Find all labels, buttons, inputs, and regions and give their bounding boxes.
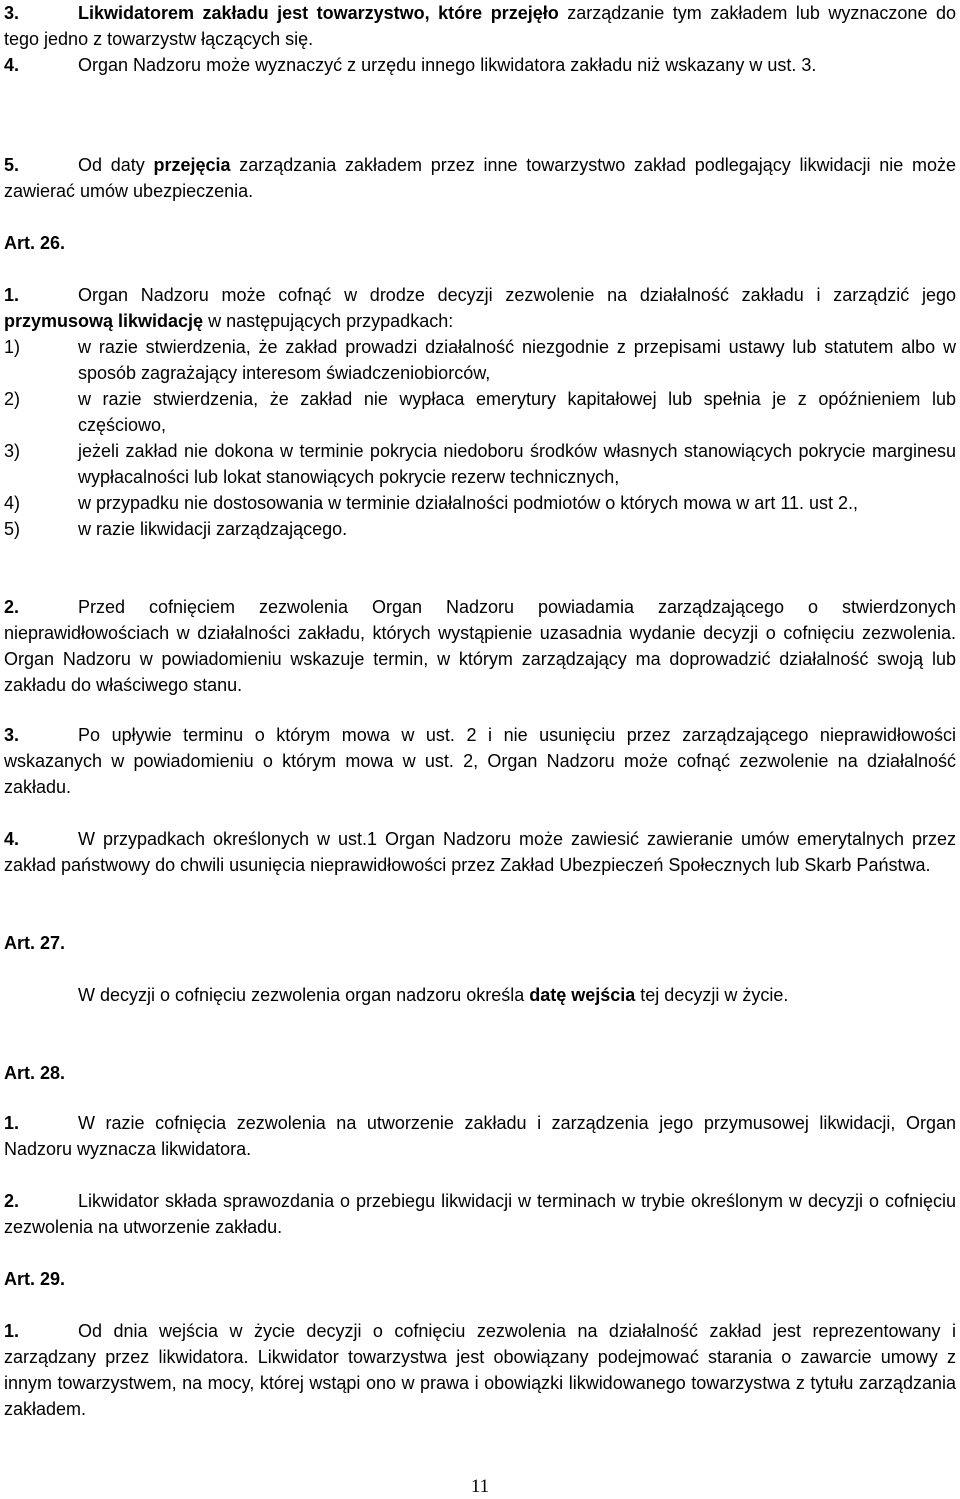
article-26-paragraph-2-text [4,594,956,698]
paragraph-text-bold: przejęło [490,3,559,23]
paragraph-text: Po upływie terminu o którym mowa w ust. 2 i nie usunięciu przez zarządzającego nieprawidłowości wskazanych w powiadomieniu o którym mowa w ust. 2, Organ Nadzoru może cofnąć zezwolenie na działalność zakładu. [4,725,956,797]
list-item [4,438,956,490]
list-item [4,516,956,542]
article-26-heading-block [4,230,956,256]
paragraph-number: 4. [4,55,20,75]
paragraph-number: 1. [4,1113,20,1133]
paragraph-number: 1. [4,1321,20,1341]
page-number: 11 [470,1476,490,1497]
article-28-paragraph-2 [4,1188,956,1240]
list-item [4,386,956,438]
paragraph-number: 2. [4,597,20,617]
paragraph-text: zarządzanie tym zakładem lub wyznaczone do tego jedno z towarzystw łączących się. [4,3,956,49]
paragraph-text: tej decyzji w życie. [635,985,789,1005]
paragraph-3-text [4,0,956,52]
paragraph-text: Organ Nadzoru może cofnąć w drodze decyzji zezwolenie na działalność zakładu i zarządzić jego [78,285,956,305]
article-heading: Art. 28. [4,1063,66,1083]
article-27-text [4,982,956,1008]
article-26-paragraph-2 [4,594,956,698]
list-item-text: w razie stwierdzenia, że zakład prowadzi działalność niezgodnie z przepisami ustawy lub statutem albo w sposób zagrażający interesom świadczeniobiorców, [78,337,956,383]
article-27-heading-block [4,930,956,956]
paragraph-4-text [4,52,956,78]
paragraph-text-bold: przejęcia [153,155,231,175]
paragraph-text: W przypadkach określonych w ust.1 Organ Nadzoru może zawiesić zawieranie umów emerytalnych przez zakład państwowy do chwili usunięcia nieprawidłowości przez Zakład Ubezpieczeń Społecznych lub Skarb Państwa. [4,829,956,875]
list-item-number: 4) [4,493,21,513]
paragraph-3 [4,0,956,52]
paragraph-text: Likwidator składa sprawozdania o przebiegu likwidacji w terminach w trybie określonym w decyzji o cofnięciu zezwolenia na utworzenie zakładu. [4,1191,956,1237]
paragraph-text: W decyzji o cofnięciu zezwolenia organ nadzoru określa [78,985,530,1005]
paragraph-text: W razie cofnięcia zezwolenia na utworzenie zakładu i zarządzenia jego przymusowej likwidacji, Organ Nadzoru wyznacza likwidatora. [4,1113,956,1159]
list-item-number: 3) [4,441,21,461]
paragraph-number: 3. [4,3,20,23]
list-item [4,490,956,516]
paragraph-text-bold-lead: Likwidatorem zakładu jest towarzystwo, które [78,3,491,23]
article-29-heading-block [4,1266,956,1292]
paragraph-4 [4,52,956,78]
paragraph-text: Od daty [78,155,154,175]
article-heading: Art. 26. [4,233,66,253]
article-26-paragraph-1 [4,282,956,542]
list-item-text: w przypadku nie dostosowania w terminie działalności podmiotów o których mowa w art 11. ust 2., [78,493,859,513]
article-28-paragraph-1-text [4,1110,956,1162]
article-28-heading-block [4,1060,956,1086]
list-item-number: 1) [4,337,21,357]
paragraph-text: zarządzania zakładem przez inne towarzystwo zakład podlegający likwidacji nie może zawierać umów ubezpieczenia. [4,155,956,201]
paragraph-number: 2. [4,1191,20,1211]
paragraph-text: w następujących przypadkach: [203,311,454,331]
paragraph-text: Przed cofnięciem zezwolenia Organ Nadzoru powiadamia zarządzającego o stwierdzonych nieprawidłowościach w działalności zakładu, których wystąpienie uzasadnia wydanie decyzji o cofnięciu zezwolenia. Organ Nadzoru w powiadomieniu wskazuje termin, w którym zarządzający ma doprowadzić działalność swoją lub zakładu do właściwego stanu. [4,597,956,695]
list-item-number: 5) [4,519,21,539]
paragraph-number: 4. [4,829,20,849]
article-26-paragraph-3 [4,722,956,800]
article-27-paragraph [4,982,956,1008]
list-item-text: w razie likwidacji zarządzającego. [78,519,348,539]
paragraph-text-bold: przymusową likwidację [4,311,204,331]
article-heading: Art. 29. [4,1269,66,1289]
article-26-paragraph-1-text [4,282,956,334]
list-item-text: w razie stwierdzenia, że zakład nie wypłaca emerytury kapitałowej lub spełnia je z opóźnieniem lub częściowo, [78,389,956,435]
paragraph-text-bold: datę wejścia [529,985,636,1005]
paragraph-number: 1. [4,285,20,305]
article-29-paragraph-1-text [4,1318,956,1422]
paragraph-text: Organ Nadzoru może wyznaczyć z urzędu innego likwidatora zakładu niż wskazany w ust. 3. [78,55,817,75]
article-26-paragraph-4 [4,826,956,878]
paragraph-text: Od dnia wejścia w życie decyzji o cofnięciu zezwolenia na działalność zakład jest reprezentowany i zarządzany przez likwidatora. Likwidator towarzystwa jest obowiązany podejmować starania o zawarcie umowy z innym towarzystwem, na mocy, której wstąpi ono w prawa i obowiązki likwidowanego towarzystwa z tytułu zarządzania zakładem. [4,1321,956,1419]
article-heading: Art. 27. [4,933,66,953]
article-28-paragraph-1 [4,1110,956,1162]
paragraph-number: 3. [4,725,20,745]
paragraph-number: 5. [4,155,20,175]
article-28-paragraph-2-text [4,1188,956,1240]
article-26-paragraph-4-text [4,826,956,878]
list-item-text: jeżeli zakład nie dokona w terminie pokrycia niedoboru środków własnych stanowiących pokrycie marginesu wypłacalności lub lokat stanowiących pokrycie rezerw technicznych, [78,441,956,487]
paragraph-5 [4,152,956,204]
article-29-paragraph-1 [4,1318,956,1422]
list-item-number: 2) [4,389,21,409]
paragraph-5-text [4,152,956,204]
list-item [4,334,956,386]
article-26-paragraph-3-text [4,722,956,800]
